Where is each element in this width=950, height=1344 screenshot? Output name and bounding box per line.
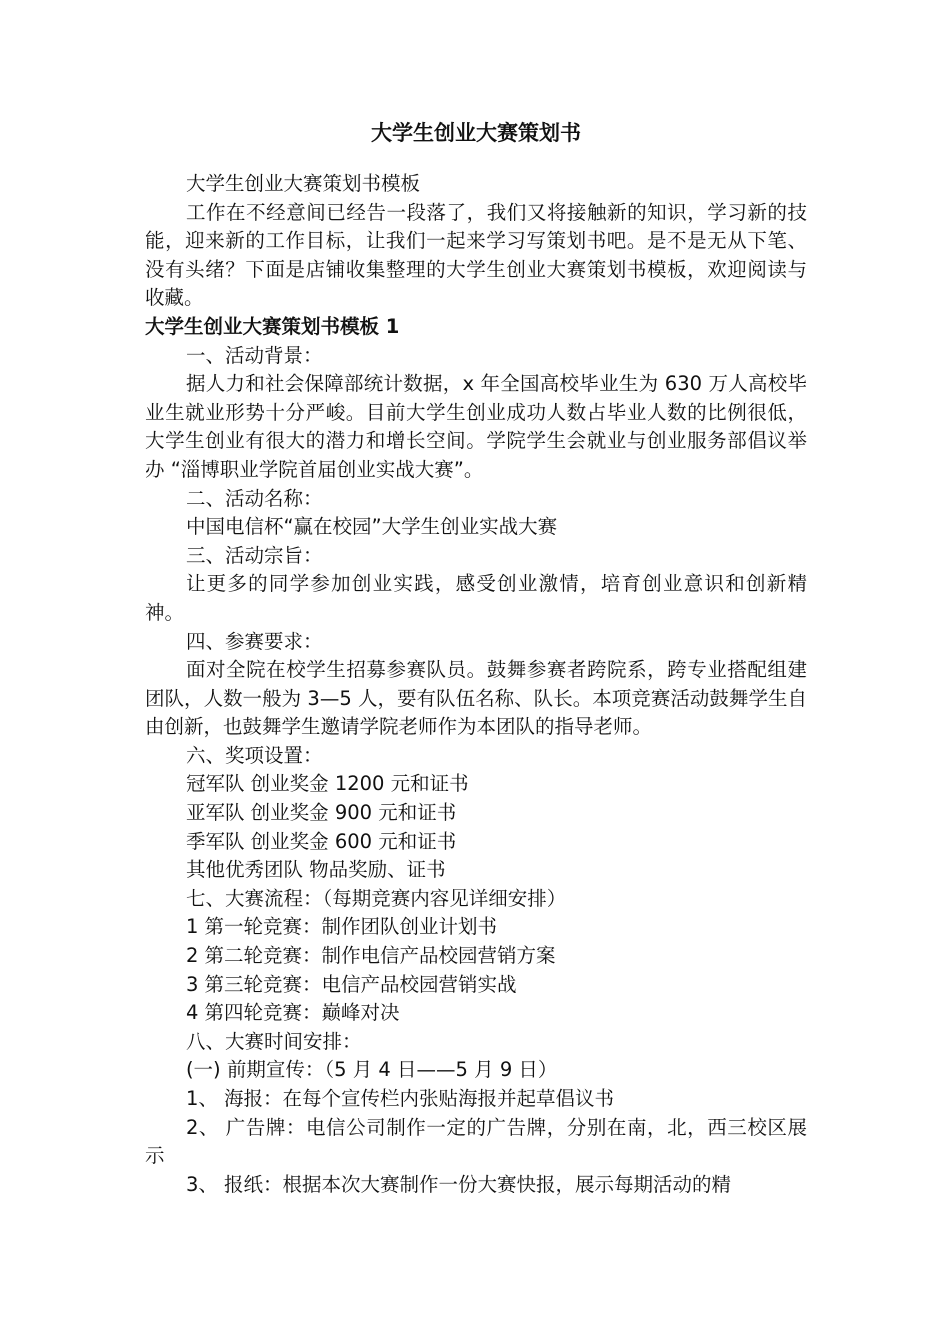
section-heading: 大学生创业大赛策划书模板 1 — [145, 314, 400, 338]
schedule-heading: 八、大赛时间安排： — [185, 1029, 362, 1053]
document-title: 大学生创业大赛策划书 — [371, 121, 581, 145]
award-item: 其他优秀团队 物品奖励、证书 — [185, 858, 446, 882]
schedule-phase: (一) 前期宣传：（5 月 4 日——5 月 9 日） — [185, 1058, 558, 1082]
background-heading: 一、活动背景： — [185, 343, 323, 367]
purpose-heading: 三、活动宗旨： — [185, 543, 323, 567]
background-paragraph: 据人力和社会保障部统计数据，x 年全国高校毕业生为 630 万人高校毕业生就业形势十分严峻。目前大学生创业成功人数占毕业人数的比例很低，大学生创业有很大的潜力和增长空间。学院学生会就业与创业服务部倡议举办 “淄博职业学院首届创业实战大赛”。 — [145, 372, 807, 481]
process-item: 1 第一轮竞赛：制作团队创业计划书 — [185, 915, 498, 939]
process-heading: 七、大赛流程：（每期竞赛内容见详细安排） — [185, 886, 567, 910]
award-item: 亚军队 创业奖金 900 元和证书 — [185, 801, 457, 825]
awards-heading: 六、奖项设置： — [185, 743, 323, 767]
intro-paragraph: 工作在不经意间已经告一段落了，我们又将接触新的知识，学习新的技能，迎来新的工作目标，让我们一起来学习写策划书吧。是不是无从下笔、没有头绪？下面是店铺收集整理的大学生创业大赛策划书模板，欢迎阅读与收藏。 — [145, 200, 807, 310]
requirements-heading: 四、参赛要求： — [185, 629, 323, 653]
purpose-paragraph: 让更多的同学参加创业实践，感受创业激情，培育创业意识和创新精神。 — [145, 572, 807, 624]
name-paragraph: 中国电信杯“赢在校园”大学生创业实战大赛 — [185, 515, 558, 539]
document-page — [145, 118, 807, 1199]
process-item: 4 第四轮竞赛：巅峰对决 — [185, 1001, 400, 1025]
award-item: 季军队 创业奖金 600 元和证书 — [185, 829, 457, 853]
name-heading: 二、活动名称： — [185, 486, 323, 510]
schedule-item: 2、 广告牌：电信公司制作一定的广告牌，分别在南，北，西三校区展示 — [145, 1115, 807, 1168]
schedule-item: 3、 报纸：根据本次大赛制作一份大赛快报，展示每期活动的精 — [185, 1172, 732, 1196]
schedule-item: 1、 海报：在每个宣传栏内张贴海报并起草倡议书 — [185, 1087, 615, 1110]
award-item: 冠军队 创业奖金 1200 元和证书 — [185, 772, 469, 796]
requirements-paragraph: 面对全院在校学生招募参赛队员。鼓舞参赛者跨院系，跨专业搭配组建团队，人数一般为 3—5 人，要有队伍名称、队长。本项竞赛活动鼓舞学生自由创新，也鼓舞学生邀请学院老师作为本团队的指导老师。 — [145, 658, 807, 739]
process-item: 3 第三轮竞赛：电信产品校园营销实战 — [185, 972, 517, 996]
process-item: 2 第二轮竞赛：制作电信产品校园营销方案 — [185, 944, 556, 968]
document-subtitle: 大学生创业大赛策划书模板 — [185, 172, 420, 195]
